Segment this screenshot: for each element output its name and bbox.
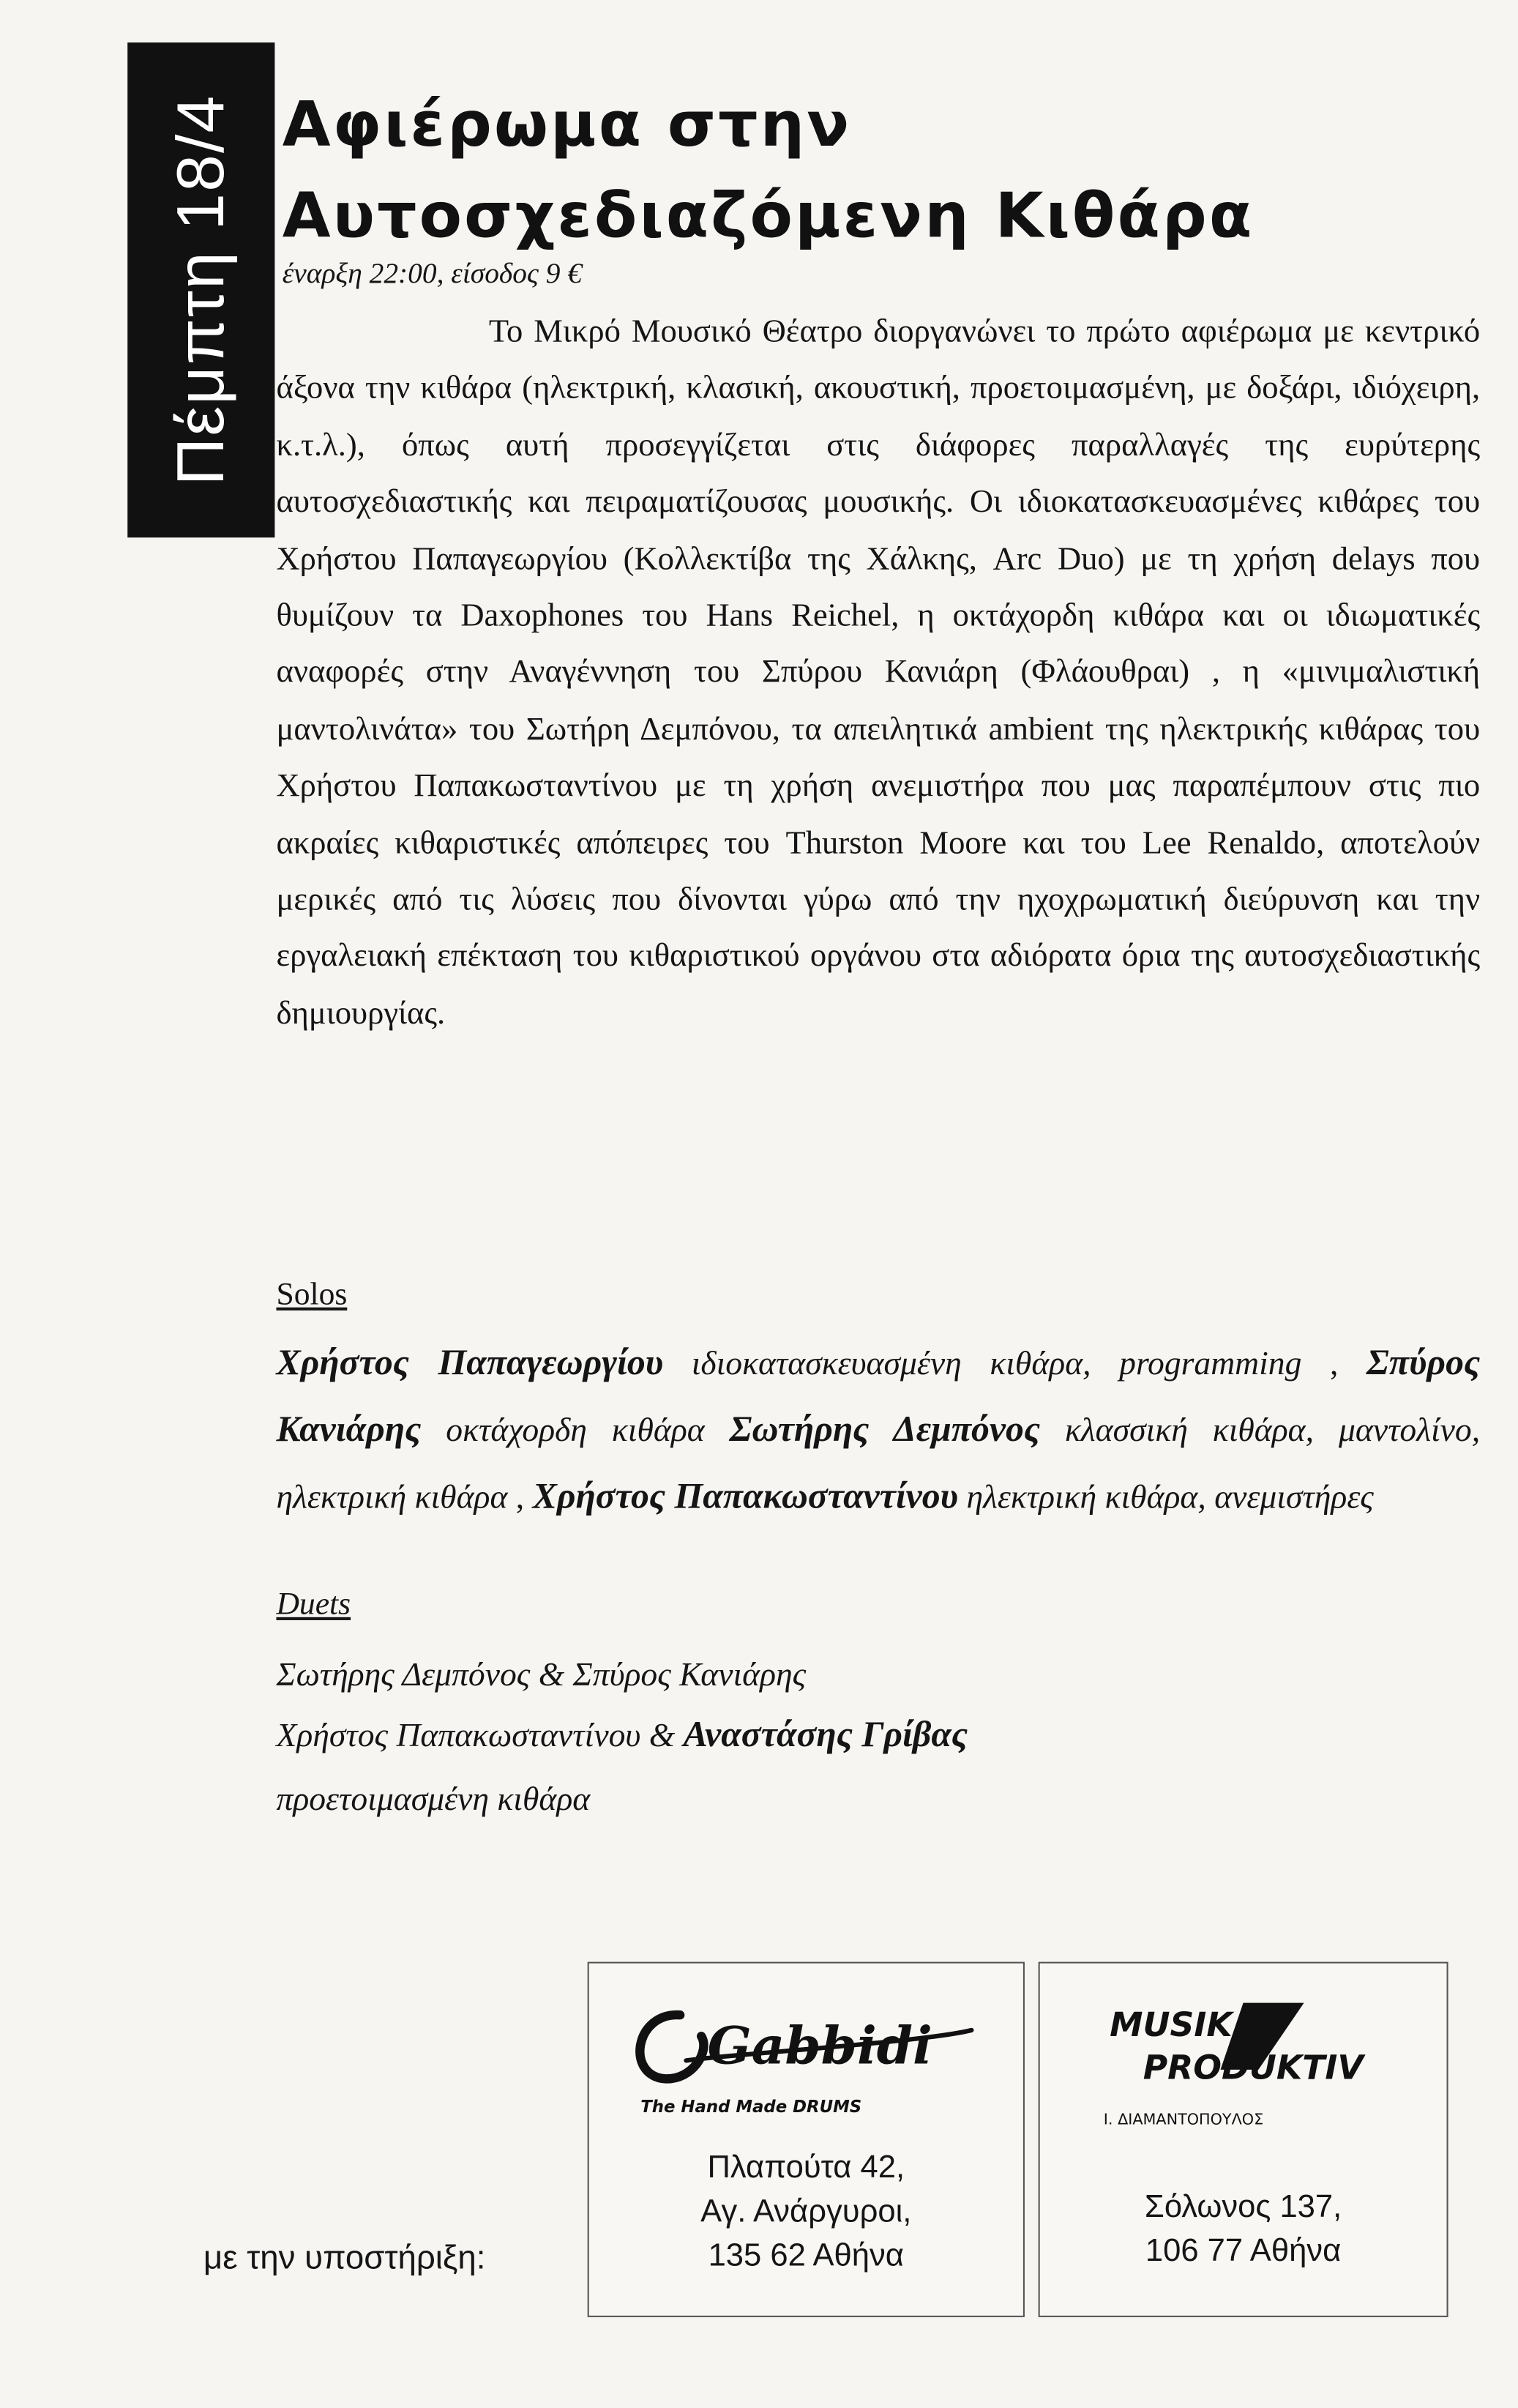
performer-name: Χρήστος Παπαγεωργίου [276, 1343, 664, 1384]
address-line: 135 62 Αθήνα [708, 2238, 904, 2273]
duet-line-1: Σωτήρης Δεμπόνος & Σπύρος Κανιάρης [276, 1655, 807, 1693]
performer-role: οκτάχορδη κιθάρα [446, 1410, 705, 1449]
sponsor-address [589, 2146, 1023, 2278]
address-line: 106 77 Αθήνα [1145, 2233, 1342, 2269]
logo-tagline: The Hand Made DRUMS [640, 2097, 862, 2117]
sponsor-address [1040, 2185, 1447, 2273]
sponsor-label: με την υποστήριξη: [203, 2238, 486, 2276]
event-date: Πέμπτη 18/4 [162, 94, 238, 486]
sponsor-box-gabbidi [588, 1962, 1025, 2317]
address-line: Αγ. Ανάργυροι, [700, 2193, 912, 2229]
date-banner [127, 42, 274, 537]
duet-bold-name: Αναστάσης Γρίβας [683, 1715, 968, 1756]
title-line-2: Αυτοσχεδιαζόμενη Κιθάρα [282, 179, 1255, 253]
solos-list: Χρήστος Παπαγεωργίου ιδιοκατασκευασμένη κιθάρα, programming , Σπύρος Κανιάρης οκτάχορδη κιθάρα Σωτήρης Δεμπόνος κλασσική κιθάρα, μαντολίνο, ηλεκτρική κιθάρα , Χρήστος Παπακωσταντίνου ηλεκτρική κιθάρα, ανεμιστήρες [276, 1343, 1481, 1517]
duet-names: Χρήστος Παπακωσταντίνου & [276, 1715, 676, 1754]
logo-line-2: PRODUKTIV [1143, 2048, 1364, 2087]
logo-line-1: MUSIK [1110, 2005, 1233, 2045]
performer-name: Σωτήρης Δεμπόνος [729, 1410, 1041, 1450]
event-details: έναρξη 22:00, είσοδος 9 € [282, 258, 583, 291]
address-line: Πλαπούτα 42, [707, 2150, 905, 2185]
performer-role: κλασσική κιθάρα, μαντολίνο, ηλεκτρική κιθάρα [276, 1410, 1481, 1516]
logo-wordmark: Gabbidi [707, 2015, 932, 2076]
logo-subtitle: Ι. ΔΙΑΜΑΝΤΟΠΟΥΛΟΣ [1103, 2110, 1264, 2128]
page-title [283, 79, 1255, 261]
performer-role: ηλεκτρική κιθάρα, ανεμιστήρες [966, 1477, 1374, 1516]
title-line-1: Αφιέρωμα στην [282, 88, 852, 161]
performer-role: ιδιοκατασκευασμένη κιθάρα, programming [691, 1343, 1302, 1382]
event-description: Το Μικρό Μουσικό Θέατρο διοργανώνει το πρώτο αφιέρωμα με κεντρικό άξονα την κιθάρα (ηλεκτρική, κλασική, ακουστική, προετοιμασμένη, με δοξάρι, ιδιόχειρη, κ.τ.λ.), όπως αυτή προσεγγίζεται στις διάφορες παραλλαγές της ευρύτερης αυτοσχεδιαστικής και πειραματίζουσας μουσικής. Οι ιδιοκατασκευασμένες κιθάρες του Χρήστου Παπαγεωργίου (Κολλεκτίβα της Χάλκης, Arc Duo) με τη χρήση delays που θυμίζουν τα Daxophones του Hans Reichel, η οκτάχορδη κιθάρα και οι ιδιωματικές αναφορές στην Αναγέννηση του Σπύρου Κανιάρη (Φλάουθραι) , η «μινιμαλιστική μαντολινάτα» του Σωτήρη Δεμπόνου, τα απειλητικά ambient της ηλεκτρικής κιθάρας του Χρήστου Παπακωσταντίνου με τη χρήση ανεμιστήρα που μας παραπέμπουν στις πιο ακραίες κιθαριστικές απόπειρες του Thurston Moore και του Lee Renaldo, αποτελούν μερικές από τις λύσεις που δίνονται γύρω από την ηχοχρωματική διεύρυνση και την εργαλειακή επέκταση του κιθαριστικού οργάνου στα αδιόρατα όρια της αυτοσχεδιαστικής δημιουργίας. [276, 313, 1481, 1031]
duets-heading: Duets [276, 1585, 351, 1622]
duet-line-2 [276, 1716, 968, 1757]
duet-line-3: προετοιμασμένη κιθάρα [276, 1779, 591, 1818]
sponsor-box-musik-produktiv [1039, 1962, 1448, 2317]
solos-heading: Solos [276, 1275, 348, 1312]
performer-name: Χρήστος Παπακωσταντίνου [532, 1477, 959, 1517]
performer-name: Σπύρος Κανιάρης [276, 1343, 1481, 1450]
musik-produktiv-logo [1076, 1994, 1413, 2139]
gabbidi-logo [619, 1982, 992, 2128]
address-line: Σόλωνος 137, [1144, 2189, 1342, 2225]
